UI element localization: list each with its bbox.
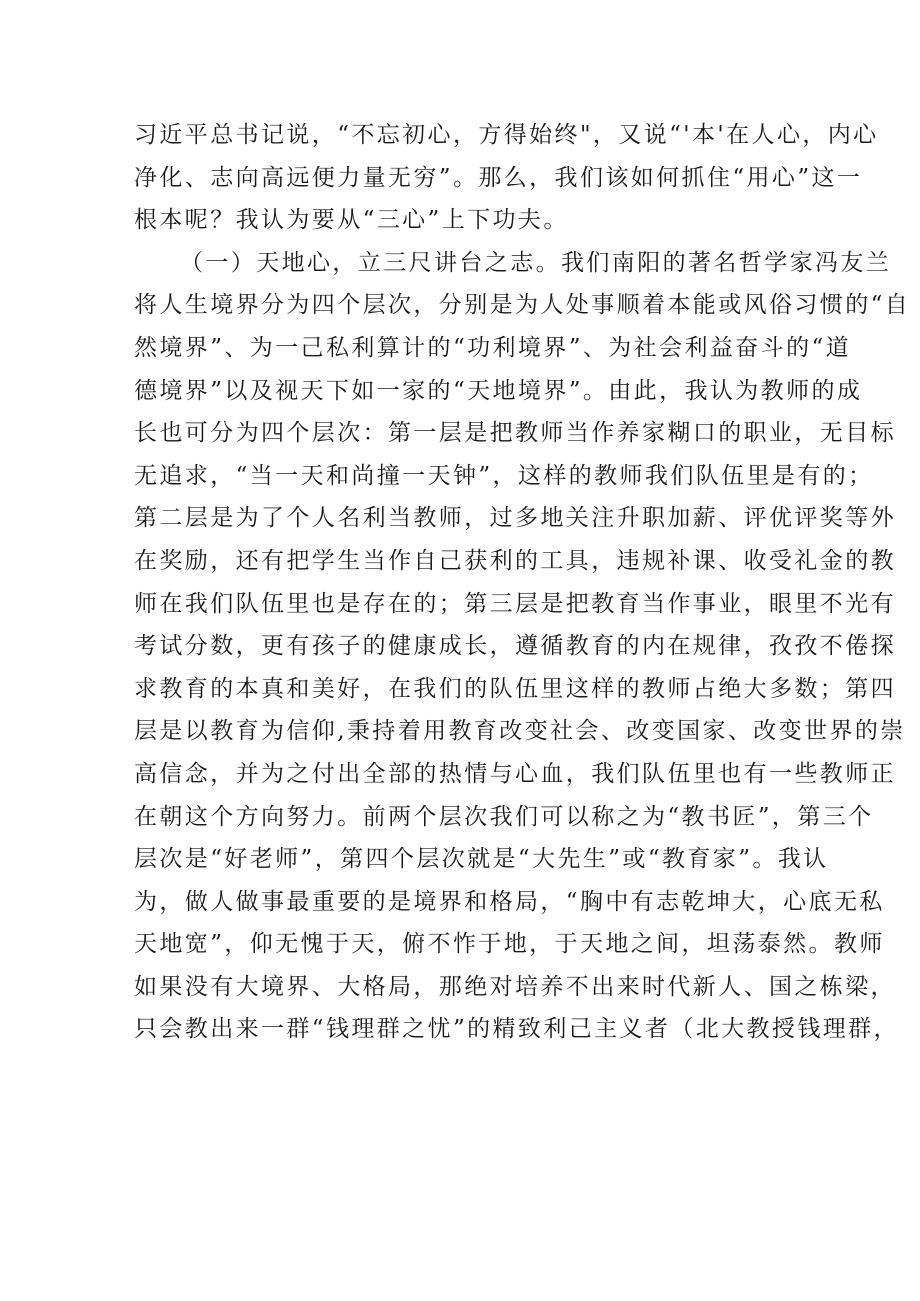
text-line-6: 然境界”、为一己私利算计的“功利境界”、为社会利益奋斗的“道	[134, 334, 852, 361]
text-line-2: 净化、志向高远便力量无穷”。那么，我们该如何抓住“用心”这一	[134, 164, 863, 191]
text-line-7: 德境界”以及视天下如一家的“天地境界”。由此，我认为教师的成	[134, 377, 863, 404]
text-line-15: 层是以教育为信仰,秉持着用教育改变社会、改变国家、改变世界的崇	[134, 718, 906, 745]
text-line-11: 在奖励，还有把学生当作自己获利的工具，违规补课、收受礼金的教	[134, 547, 896, 574]
text-line-22: 只会教出来一群“钱理群之忧”的精致利己主义者（北大教授钱理群，	[134, 1016, 899, 1043]
text-line-8: 长也可分为四个层次：第一层是把教师当作养家糊口的职业，无目标	[134, 420, 896, 447]
text-line-13: 考试分数，更有孩子的健康成长，遵循教育的内在规律，孜孜不倦探	[134, 633, 896, 660]
text-line-9: 无追求，“当一天和尚撞一天钟”，这样的教师我们队伍里是有的；	[134, 462, 874, 489]
text-line-10: 第二层是为了个人名利当教师，过多地关注升职加薪、评优评奖等外	[134, 505, 896, 532]
text-line-14: 求教育的本真和美好，在我们的队伍里这样的教师占绝大多数；第四	[134, 675, 896, 702]
text-line-18: 层次是“好老师”，第四个层次就是“大先生”或“教育家”。我认	[134, 846, 829, 873]
text-line-3: 根本呢？我认为要从“三心”上下功夫。	[134, 207, 569, 234]
text-line-20: 天地宽”，仰无愧于天，俯不怍于地，于天地之间，坦荡泰然。教师	[134, 931, 885, 958]
text-line-16: 高信念，并为之付出全部的热情与心血，我们队伍里也有一些教师正	[134, 760, 896, 787]
document-body	[134, 114, 911, 1051]
text-line-12: 师在我们队伍里也是存在的；第三层是把教育当作事业，眼里不光有	[134, 590, 896, 617]
text-line-17: 在朝这个方向努力。前两个层次我们可以称之为“教书匠”，第三个	[134, 803, 874, 830]
text-line-5: 将人生境界分为四个层次，分别是为人处事顺着本能或风俗习惯的“自	[134, 292, 911, 319]
text-line-19: 为，做人做事最重要的是境界和格局，“胸中有志乾坤大，心底无私	[134, 888, 885, 915]
text-line-21: 如果没有大境界、大格局，那绝对培养不出来时代新人、国之栋梁，	[134, 973, 896, 1000]
paragraph-start-line: （一）天地心，立三尺讲台之志。我们南阳的著名哲学家冯友兰	[180, 249, 892, 276]
text-line-1: 习近平总书记说，“不忘初心，方得始终"，又说“'本'在人心，内心	[134, 122, 879, 148]
